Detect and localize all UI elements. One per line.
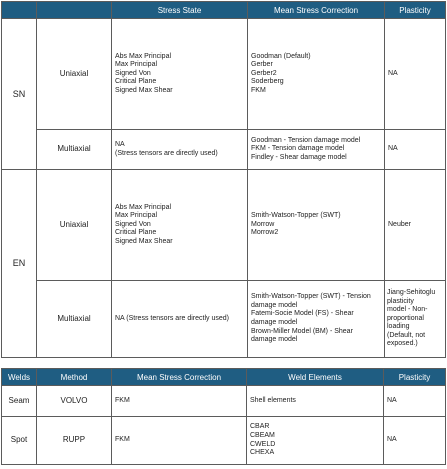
en-multiaxial-stress-state xyxy=(112,281,248,358)
weld-plasticity: NA xyxy=(384,386,446,417)
stress-state-item: Max Principal xyxy=(115,212,158,220)
fatigue-methods-table xyxy=(1,1,446,358)
mean-stress-item: Gerber xyxy=(251,61,273,69)
mean-stress-item: Morrow xyxy=(251,220,275,228)
stress-state-item: Signed Von xyxy=(115,220,151,228)
weld-methods-table xyxy=(1,368,446,465)
sn-multiaxial-stress-state xyxy=(112,130,248,170)
stress-state-item: Max Principal xyxy=(115,61,158,69)
table1-header-row xyxy=(2,2,446,19)
header-plasticity: Plasticity xyxy=(385,2,446,19)
mean-stress-item: Fatemi-Socie Model (FS) - Shear xyxy=(251,310,354,318)
mean-stress-item: damage model xyxy=(251,336,298,344)
weld-element-item: CWELD xyxy=(250,440,276,448)
mean-stress-item: Goodman - Tension damage model xyxy=(251,136,361,144)
stress-state-item: (Stress tensors are directly used) xyxy=(115,149,218,157)
stress-state-item: Critical Plane xyxy=(115,229,157,237)
sn-multiaxial-mean-stress xyxy=(248,130,385,170)
weld-mean-stress: FKM xyxy=(112,386,247,417)
en-multiaxial-mean-stress xyxy=(248,281,385,358)
sn-label: SN xyxy=(2,19,37,170)
en-uniaxial-label: Uniaxial xyxy=(37,170,112,281)
weld-elements xyxy=(247,417,384,465)
stress-state-item: Critical Plane xyxy=(115,78,157,86)
mean-stress-item: Smith-Watson-Topper (SWT) xyxy=(251,212,341,220)
sn-uniaxial-stress-state xyxy=(112,19,248,130)
header-stress-state: Stress State xyxy=(112,2,248,19)
stress-state-item: Abs Max Principal xyxy=(115,203,172,211)
weld-element-item: CBEAM xyxy=(250,431,275,439)
header-method: Method xyxy=(37,369,112,386)
table-row xyxy=(2,417,446,465)
en-multiaxial-label: Multiaxial xyxy=(37,281,112,358)
sn-multiaxial-label: Multiaxial xyxy=(37,130,112,170)
header-mean-stress-correction: Mean Stress Correction xyxy=(112,369,247,386)
mean-stress-item: Findley - Shear damage model xyxy=(251,153,347,161)
en-multiaxial-row xyxy=(2,281,446,358)
header-weld-elements: Weld Elements xyxy=(247,369,384,386)
mean-stress-item: Morrow2 xyxy=(251,229,279,237)
header-blank-2 xyxy=(37,2,112,19)
mean-stress-item: FKM - Tension damage model xyxy=(251,145,345,153)
en-uniaxial-row xyxy=(2,170,446,281)
en-uniaxial-stress-state xyxy=(112,170,248,281)
stress-state-item: Signed Max Shear xyxy=(115,86,173,94)
sn-uniaxial-plasticity: NA xyxy=(385,19,446,130)
sn-uniaxial-mean-stress xyxy=(248,19,385,130)
en-uniaxial-mean-stress xyxy=(248,170,385,281)
header-blank-1 xyxy=(2,2,37,19)
sn-uniaxial-label: Uniaxial xyxy=(37,19,112,130)
stress-state-item: NA (Stress tensors are directly used) xyxy=(115,314,229,322)
sn-multiaxial-row xyxy=(2,130,446,170)
sn-multiaxial-plasticity: NA xyxy=(385,130,446,170)
weld-plasticity: NA xyxy=(384,417,446,465)
weld-type: Spot xyxy=(2,417,37,465)
mean-stress-item: Brown-Miller Model (BM) - Shear xyxy=(251,327,353,335)
weld-method: VOLVO xyxy=(37,386,112,417)
mean-stress-item: Smith-Watson-Topper (SWT) - Tension xyxy=(251,293,371,301)
table-row xyxy=(2,386,446,417)
plasticity-line: loading xyxy=(387,323,410,331)
weld-element-item: CBAR xyxy=(250,423,270,431)
weld-elements xyxy=(247,386,384,417)
mean-stress-item: damage model xyxy=(251,319,298,326)
weld-mean-stress: FKM xyxy=(112,417,247,465)
en-label: EN xyxy=(2,170,37,358)
plasticity-line: proportional xyxy=(387,314,424,322)
stress-state-item: Abs Max Principal xyxy=(115,52,172,60)
stress-state-item: NA xyxy=(115,140,125,148)
plasticity-line: (Default, not xyxy=(387,331,426,339)
weld-element-item: CHEXA xyxy=(250,449,275,457)
stress-state-item: Signed Max Shear xyxy=(115,237,173,245)
weld-type: Seam xyxy=(2,386,37,417)
mean-stress-item: Goodman (Default) xyxy=(251,52,311,60)
mean-stress-item: damage model xyxy=(251,301,298,309)
stress-state-item: Signed Von xyxy=(115,69,151,77)
header-mean-stress-correction: Mean Stress Correction xyxy=(248,2,385,19)
header-plasticity: Plasticity xyxy=(384,369,446,386)
table2-header-row xyxy=(2,369,446,386)
en-uniaxial-plasticity: Neuber xyxy=(385,170,446,281)
weld-element-item: Shell elements xyxy=(250,396,296,404)
mean-stress-item: FKM xyxy=(251,86,266,94)
en-multiaxial-plasticity xyxy=(385,281,446,358)
sn-uniaxial-row xyxy=(2,19,446,130)
header-welds: Welds xyxy=(2,369,37,386)
mean-stress-item: Soderberg xyxy=(251,78,284,86)
plasticity-line: Jiang-Sehitoglu xyxy=(387,288,436,296)
plasticity-line: model - Non- xyxy=(387,306,428,314)
weld-method: RUPP xyxy=(37,417,112,465)
mean-stress-item: Gerber2 xyxy=(251,69,277,77)
plasticity-line: plasticity xyxy=(387,297,414,305)
plasticity-line: exposed.) xyxy=(387,340,418,348)
